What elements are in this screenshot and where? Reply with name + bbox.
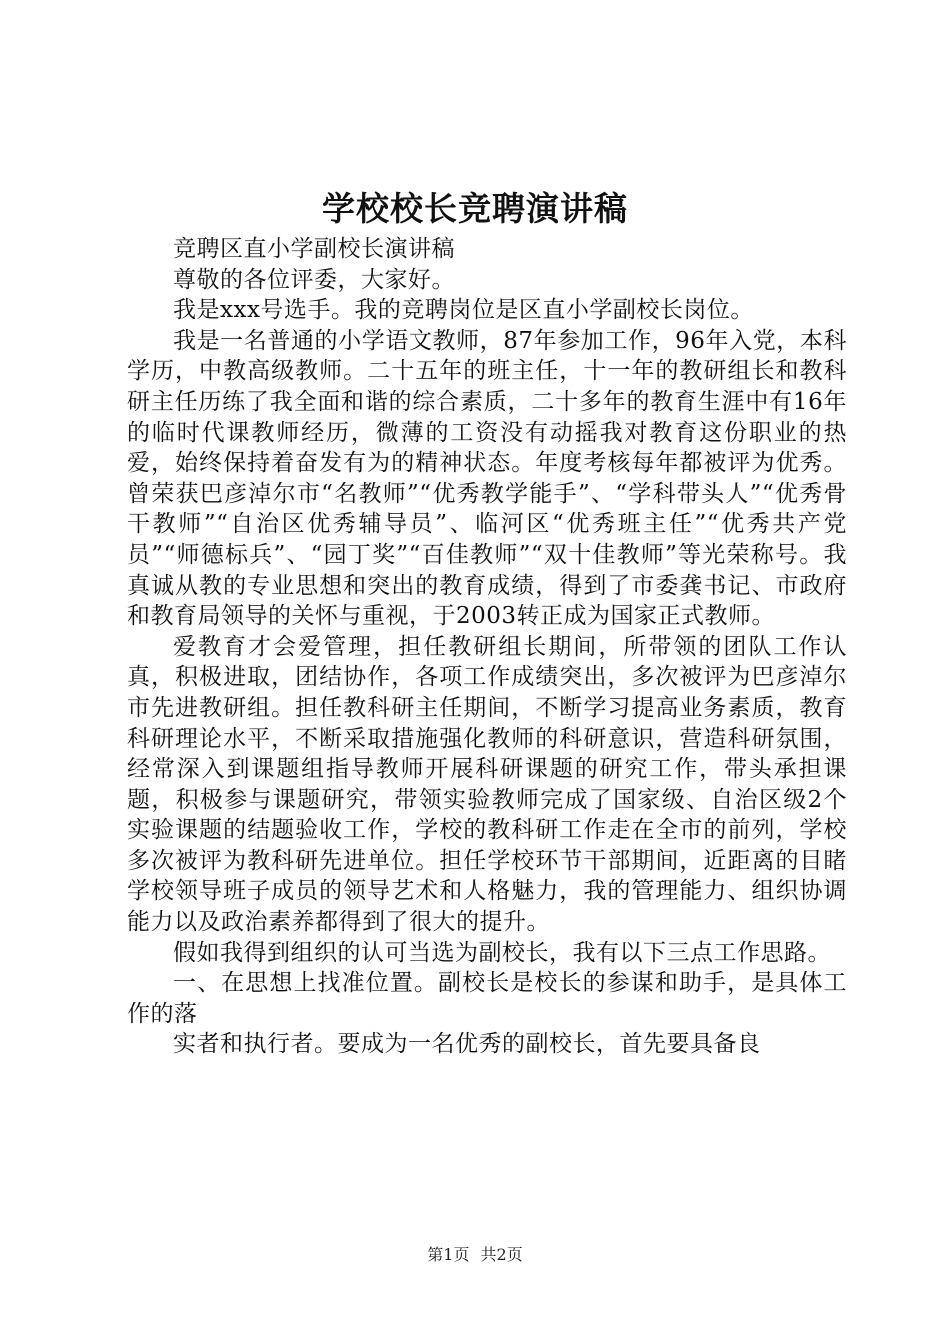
document-body [127, 234, 847, 1060]
paragraph-greeting: 尊敬的各位评委，大家好。 [173, 266, 455, 293]
paragraph-management: 爱教育才会爱管理，担任教研组长期间，所带领的团队工作认真，积极进取，团结协作，各项工作成绩突出，多次被评为巴彦淖尔市先进教研组。担任教科研主任期间，不断学习提高业务素质，教育科研理论水平，不断采取措施强化教师的科研意识，营造科研氛围，经常深入到课题组指导教师开展科研课题的研究工作，带头承担课题，积极参与课题研究，带领实验教师完成了国家级、自治区级2个实验课题的结题验收工作，学校的教科研工作走在全市的前列，学校多次被评为教科研先进单位。担任学校环节干部期间，近距离的目睹学校领导班子成员的领导艺术和人格魅力，我的管理能力、组织协调能力以及政治素养都得到了很大的提升。 [127, 633, 847, 936]
paragraph-point-one: 一、在思想上找准位置。副校长是校长的参谋和助手，是具体工作的落 [127, 970, 847, 1027]
document-title: 学校校长竞聘演讲稿 [322, 189, 628, 228]
paragraph-plan: 假如我得到组织的认可当选为副校长，我有以下三点工作思路。 [173, 939, 831, 966]
page-number: 第1页 [427, 1245, 470, 1264]
paragraph-intro: 我是xxx号选手。我的竞聘岗位是区直小学副校长岗位。 [173, 297, 754, 324]
paragraph-continuation: 实者和执行者。要成为一名优秀的副校长，首先要具备良 [173, 1031, 761, 1058]
page-footer [0, 1243, 950, 1267]
paragraph-heading: 竞聘区直小学副校长演讲稿 [173, 236, 455, 262]
paragraph-background: 我是一名普通的小学语文教师，87年参加工作，96年入党，本科学历，中教高级教师。二十五年的班主任，十一年的教研组长和教科研主任历练了我全面和谐的综合素质，二十多年的教育生涯中有16年的临时代课教师经历，微薄的工资没有动摇我对教育这份职业的热爱，始终保持着奋发有为的精神状态。年度考核每年都被评为优秀。曾荣获巴彦淖尔市“名教师”“优秀教学能手”、“学科带头人”“优秀骨干教师”“自治区优秀辅导员”、临河区“优秀班主任”“优秀共产党员”“师德标兵”、“园丁奖”“百佳教师”“双十佳教师”等光荣称号。我真诚从教的专业思想和突出的教育成绩，得到了市委龚书记、市政府和教育局领导的关怀与重视，于2003转正成为国家正式教师。 [127, 327, 847, 630]
page-total: 共2页 [480, 1245, 523, 1264]
